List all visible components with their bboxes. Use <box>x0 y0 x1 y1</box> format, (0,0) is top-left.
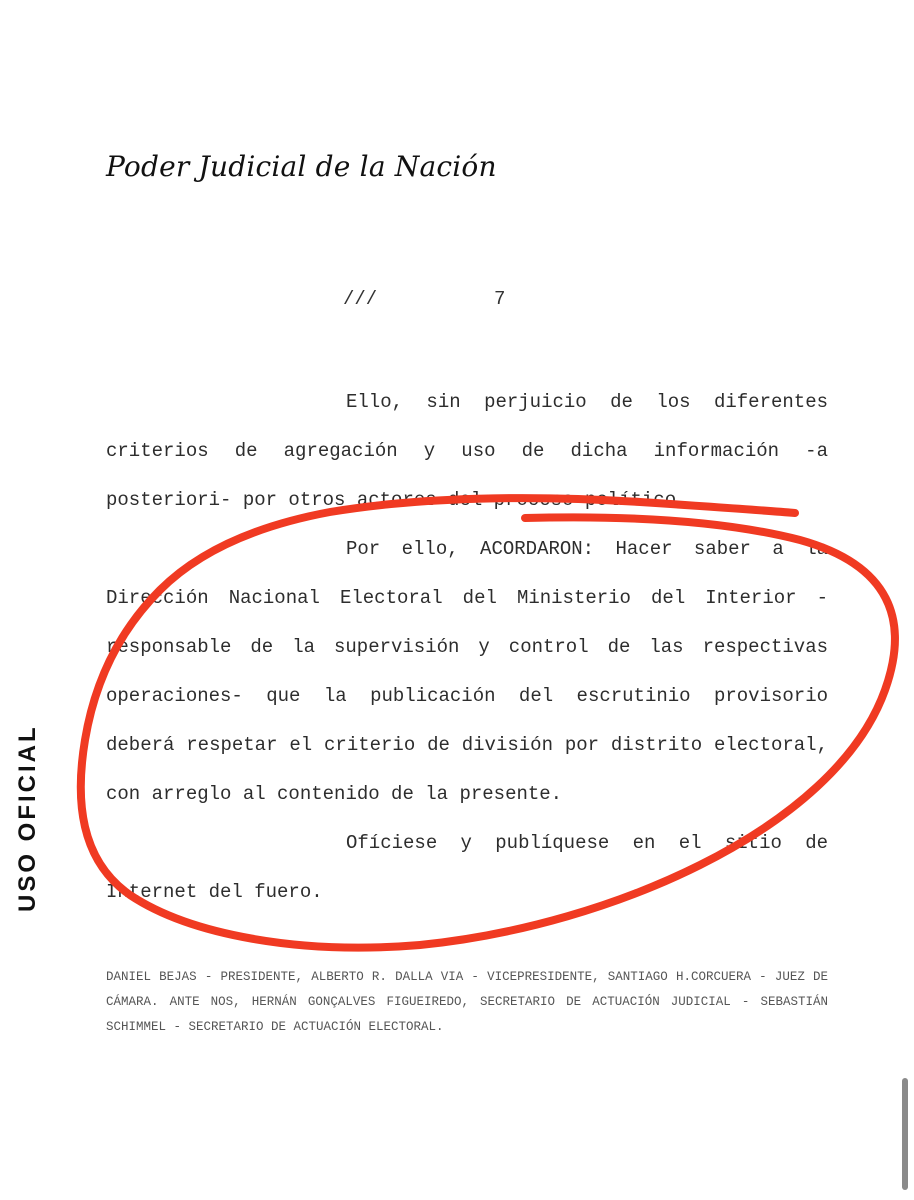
page-continuation-marker: /// <box>343 288 378 310</box>
paragraph-2: Por ello, ACORDARON: Hacer saber a la Dirección Nacional Electoral del Ministerio del Interior -responsable de la supervisión y control de las respectivas operaciones- que la publicación del escrutinio provisorio deberá respetar el criterio de división por distrito electoral, con arreglo al contenido de la presente. <box>106 538 828 805</box>
signature-block: DANIEL BEJAS - PRESIDENTE, ALBERTO R. DALLA VIA - VICEPRESIDENTE, SANTIAGO H.CORCUERA - JUEZ DE CÁMARA. ANTE NOS, HERNÁN GONÇALVES FIGUEIREDO, SECRETARIO DE ACTUACIÓN JUDICIAL - SEBASTIÁN SCHIMMEL - SECRETARIO DE ACTUACIÓN ELECTORAL. <box>106 970 828 1034</box>
document-body <box>106 378 828 917</box>
paragraph-3: Ofíciese y publíquese en el sitio de Internet del fuero. <box>106 832 828 903</box>
page-number: 7 <box>494 288 506 310</box>
scrollbar-thumb[interactable] <box>902 1078 908 1190</box>
paragraph-1: Ello, sin perjuicio de los diferentes criterios de agregación y uso de dicha información -a posteriori- por otros actores del proceso político. <box>106 391 828 511</box>
letterhead-title: Poder Judicial de la Nación <box>106 150 497 183</box>
uso-oficial-stamp: USO OFICIAL <box>14 724 41 912</box>
